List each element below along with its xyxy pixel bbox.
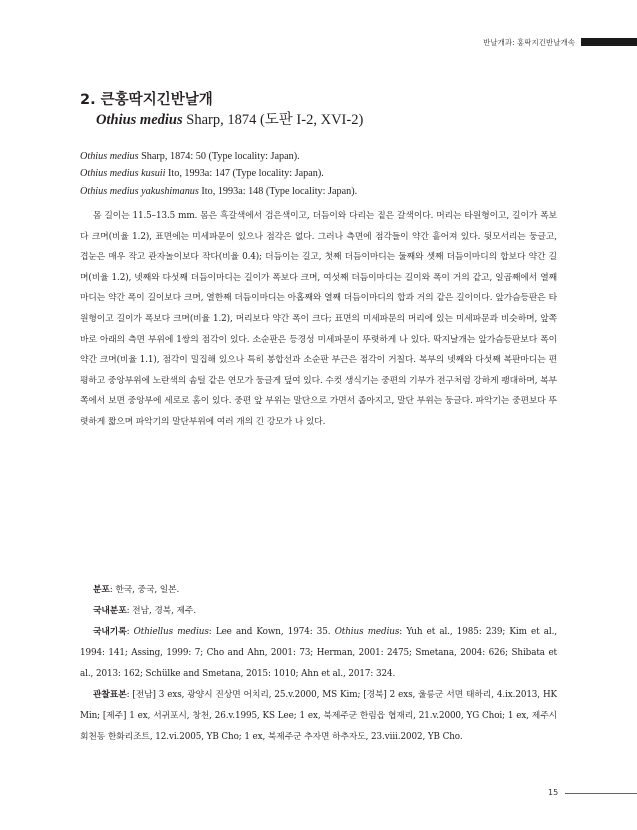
running-header-text: 반날개과: 홍딱지긴반날개속 (483, 37, 575, 47)
running-header (483, 36, 637, 48)
domestic-records-label: 국내기록 (93, 627, 127, 637)
domestic-distribution-text: : 전남, 경북, 제주. (126, 606, 197, 616)
domestic-records-taxon: Othius medius (334, 627, 400, 637)
species-description: 몸 길이는 11.5–13.5 mm. 몸은 흑갈색에서 검은색이고, 더듬이와 다리는 짙은 갈색이다. 머리는 타원형이고, 길이가 폭보다 크며(비율 1.2), 표면에는 미세파문이 있으나 점각은 없다. 그러나 측면에 점각들이 약간 흩어져 있다. 뒷모서리는 둥글고, 겹눈은 매우 작고 관자놀이보다 작다(비율 0.4); 더듬이는 길고, 첫째 더듬이마디는 둘째와 셋째 더듬이마디의 합보다 약간 길며(비율 1.2), 넷째와 다섯째 더듬이마디는 길이가 폭보다 크며, 여섯째 더듬이마디는 길이와 폭이 거의 같고, 일곱째에서 열째 마디는 약간 폭이 길이보다 크며, 열한째 더듬이마디는 아홉째와 열째 더듬이마디의 합과 거의 같은 길이이다. 앞가슴등판은 타원형이고 길이가 폭보다 크며(비율 1.2), 머리보다 약간 폭이 크다; 표면의 미세파문의 머리에 있는 미세파문과 비슷하며, 앞쪽 바로 아래의 측면 부위에 1쌍의 점각이 있다. 소순판은 등경성 미세파문이 뚜렷하게 나 있다. 딱지날개는 앞가슴등판보다 폭이 약간 크며(비율 1.1), 점각이 밀집해 있으나 특히 봉합선과 소순판 부근은 점각이 거칠다. 복부의 넷째와 다섯째 복판마디는 편평하고 중앙부위에 노란색의 솜털 같은 연모가 둥글게 덮여 있다. 수컷 생식기는 중편의 기부가 전구처럼 강하게 팽대하며, 복부쪽에서 보면 중앙부에 세로로 홈이 있다. 중편 앞 부위는 말단으로 가면서 좁아지고, 말단 부위는 둥글다. 파악기는 중편보다 뚜렷하게 짧으며 파악기의 말단부위에 여러 개의 긴 강모가 나 있다. (80, 211, 557, 427)
domestic-records-taxon: Othiellus medius (133, 627, 209, 637)
footer-rule (565, 793, 637, 794)
species-heading (80, 90, 363, 130)
examined-specimens-label: 관찰표본 (93, 690, 127, 700)
domestic-records-text: : (126, 627, 134, 637)
records-section (80, 580, 557, 748)
distribution-record (80, 580, 557, 601)
synonym-name: Othius medius kusuii (80, 168, 166, 180)
synonym-citation: Ito, 1993a: 148 (Type locality: Japan). (201, 185, 358, 197)
synonym-citation: Sharp, 1874: 50 (Type locality: Japan). (141, 151, 300, 162)
heading-scientific-name: Othius medius (96, 112, 183, 128)
heading-korean-name: 큰홍딱지긴반날개 (100, 92, 213, 108)
running-header-bar (581, 38, 637, 46)
examined-specimens (80, 685, 557, 748)
heading-scientific-line (96, 110, 363, 130)
synonym-citation: Ito, 1993a: 147 (Type locality: Japan). (168, 168, 324, 180)
domestic-records-text: : Yuh et al., 1985: 239; Kim et al., 1994: 141; Assing, 1999: 7; Cho and Ahn, 2001: 73; Herman, 2001: 2475; Smetana, 2004: 626; Shibata et al., 2013: 162; Schülke and Smetana, 2015: 1010; Ahn et al., 2017: 324. (80, 627, 557, 679)
examined-specimens-text: : [전남] 3 exs, 광양시 진상면 어치리, 25.v.2000, MS Kim; [경북] 2 exs, 울릉군 서면 태하리, 4.ix.2013, HK Min; [제주] 1 ex, 서귀포시, 창천, 26.v.1995, KS Lee; 1 ex, 북제주군 한림읍 협재리, 21.v.2000, YG Choi; 1 ex, 제주시 회천동 한화리조트, 12.vi.2005, YB Cho; 1 ex, 북제주군 추자면 하추자도, 23.viii.2002, YB Cho. (80, 690, 557, 742)
synonym-list (80, 148, 357, 200)
distribution-text: : 한국, 중국, 일본. (109, 585, 180, 595)
synonym-entry (80, 148, 357, 165)
domestic-records-text: : Lee and Kown, 1974: 35. (208, 627, 335, 637)
domestic-distribution-label: 국내분포 (93, 606, 127, 616)
heading-korean-line (80, 90, 363, 110)
synonym-name: Othius medius (80, 151, 139, 162)
heading-authority: Sharp, 1874 (186, 112, 257, 128)
domestic-records (80, 622, 557, 685)
domestic-distribution-record (80, 601, 557, 622)
page-number: 15 (548, 788, 559, 797)
synonym-entry (80, 165, 357, 182)
distribution-label: 분포 (93, 585, 110, 595)
heading-number: 2. (80, 92, 96, 108)
synonym-name: Othius medius yakushimanus (80, 185, 199, 197)
synonym-entry (80, 183, 357, 200)
heading-plate-ref: (도판 I-2, XVI-2) (259, 112, 364, 128)
